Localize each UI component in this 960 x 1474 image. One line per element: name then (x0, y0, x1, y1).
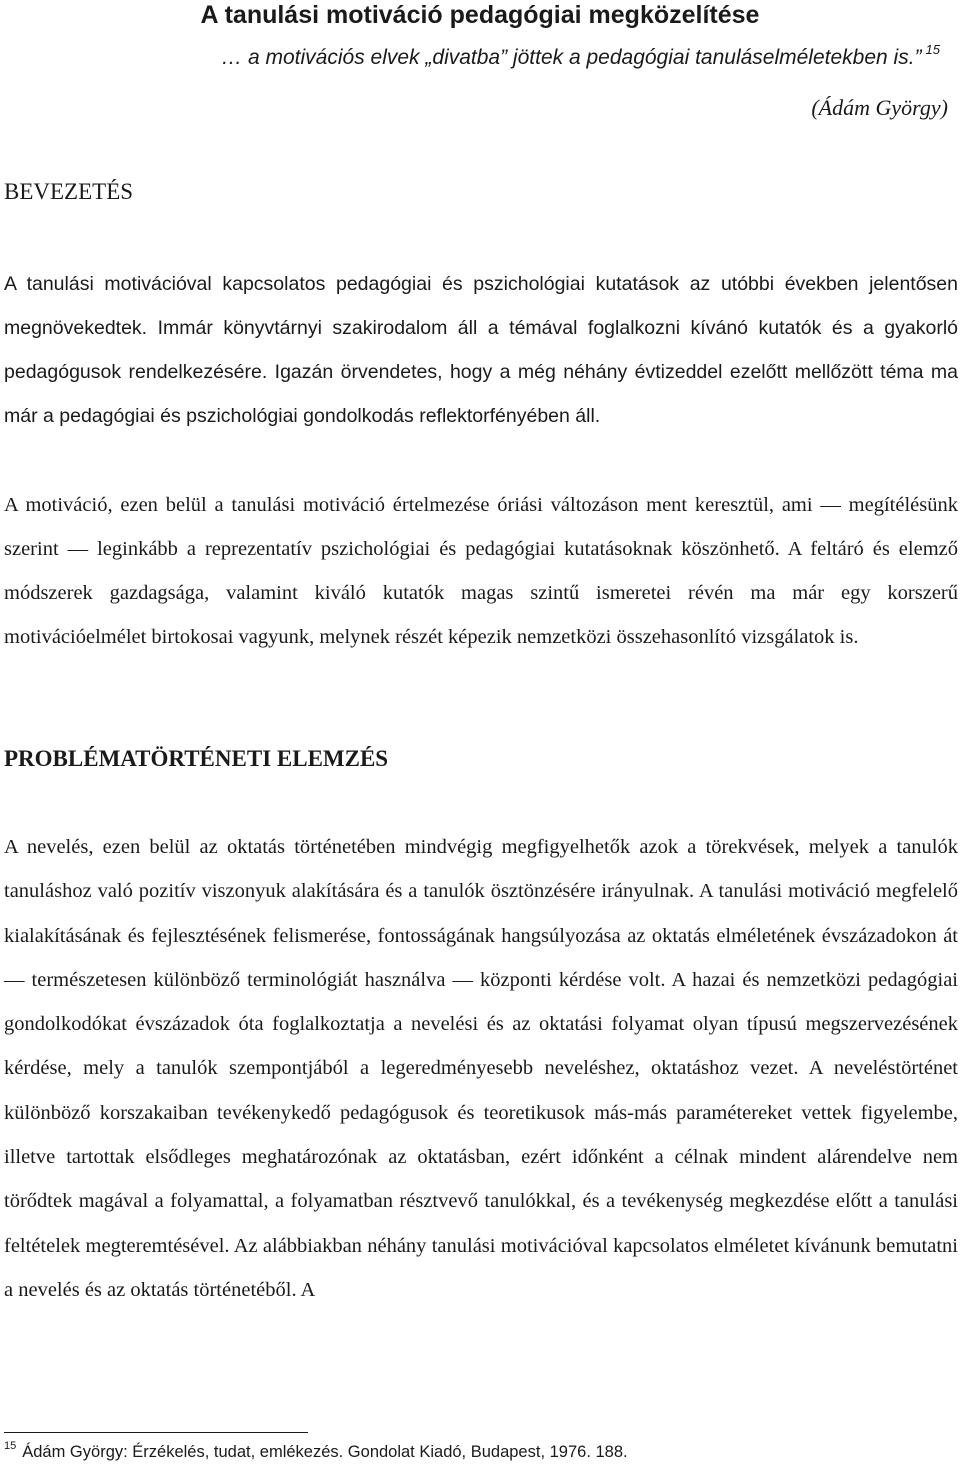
motto-author: (Ádám György) (811, 95, 948, 120)
section-heading-problem-history: PROBLÉMATÖRTÉNETI ELEMZÉS (4, 746, 389, 771)
paragraph-intro-1: A tanulási motivációval kapcsolatos pedagógiai és pszichológiai kutatások az utóbbi években jelentősen megnövekedtek. Immár könyvtárnyi szakirodalom áll a témával foglalkozni kívánó kutatók és a gyakorló pedagógusok rendelkezésére. Igazán örvendetes, hogy a még néhány évtizeddel ezelőtt mellőzött téma ma már a pedagógiai és pszichológiai gondolkodás reflektorfényében áll. (4, 273, 958, 427)
footnote (4, 1440, 628, 1464)
motto-quote (0, 44, 940, 72)
paragraph-intro-2: A motiváció, ezen belül a tanulási motiváció értelmezése óriási változáson ment keresztül, ami — megítélésünk szerint — leginkább a reprezentatív pszichológiai és pedagógiai kutatásoknak köszönhető. A feltáró és elemző módszerek gazdagsága, valamint kiváló kutatók magas szintű ismeretei révén ma már egy korszerű motivációelmélet birtokosai vagyunk, melynek részét képezik nemzetközi összehasonlító vizsgálatok is. (4, 494, 958, 648)
footnote-text: Ádám György: Érzékelés, tudat, emlékezés. Gondolat Kiadó, Budapest, 1976. 188. (22, 1443, 628, 1461)
paragraph-problem-history-1: A nevelés, ezen belül az oktatás történetében mindvégig megfigyelhetők azok a törekvések, melyek a tanulók tanuláshoz való pozitív viszonyuk alakítására és a tanulók ösztönzésére irányulnak. A tanulási motiváció megfelelő kialakításának és fejlesztésének felismerése, fontosságának hangsúlyozása az oktatás elméletének évszázadokon át — természetesen különböző terminológiát használva — központi kérdése volt. A hazai és nemzetközi pedagógiai gondolkodókat évszázadok óta foglalkoztatja a nevelési és az oktatási folyamat olyan típusú megszervezésének kérdése, mely a tanulók szempontjából a legeredményesebb neveléshez, oktatáshoz vezet. A neveléstörténet különböző korszakaiban tevékenykedő pedagógusok és teoretikusok más-más paramétereket vettek figyelembe, illetve tartottak elsődleges meghatározónak az oktatásban, ezért időnként a célnak mindent alárendelve nem törődtek magával a folyamattal, a folyamatban résztvevő tanulókkal, és a tevékenység megkezdése előtt a tanulási feltételek megteremtésével. Az alábbiakban néhány tanulási motivációval kapcsolatos elméletet kívánunk bemutatni a nevelés és az oktatás történetéből. A (4, 836, 958, 1301)
motto-footnote-ref[interactable]: 15 (925, 42, 940, 57)
footnote-divider (4, 1432, 308, 1433)
document-title: A tanulási motiváció pedagógiai megközelítése (200, 1, 760, 29)
section-heading-intro: BEVEZETÉS (4, 179, 134, 204)
footnote-number: 15 (4, 1440, 17, 1452)
motto-text: … a motivációs elvek „divatba” jöttek a pedagógiai tanuláselméletekben is.” (221, 46, 922, 69)
